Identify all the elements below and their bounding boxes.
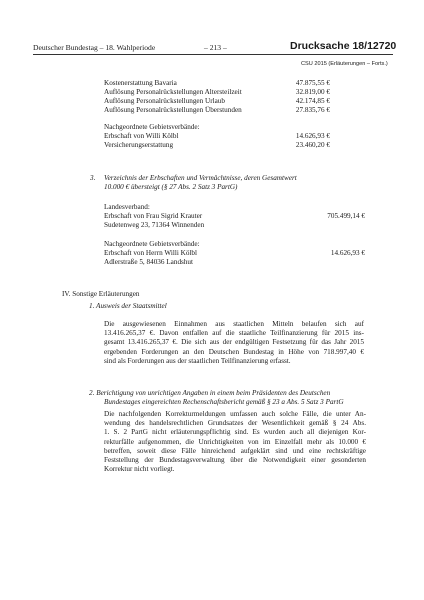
section-3-title-cont: 10.000 € übersteigt (§ 27 Abs. 2 Satz 3 PartG) xyxy=(104,183,238,191)
list-item-amount: 47.875,55 € xyxy=(295,79,330,87)
gebietsverband-heading: Nachgeordnete Gebietsverbände: xyxy=(104,240,200,248)
paragraph-line: 13.416.265,37 €. Davon entfallen auf die staatliche Teilfinanzierung für 2015 ins- xyxy=(104,329,364,338)
item-1-paragraph xyxy=(104,320,364,366)
drucksache-number xyxy=(290,40,396,52)
section-iv-heading: IV. Sonstige Erläuterungen xyxy=(62,290,140,298)
item-2-paragraph xyxy=(104,410,366,474)
paragraph-line: sind als Forderungen aus der staatlichen Teilfinanzierung erfasst. xyxy=(104,356,291,365)
paragraph-line: Die nachfolgenden Korrekturmeldungen umfassen auch solche Fälle, die unter An- xyxy=(104,410,366,418)
drucksache-label: Drucksache 18/ xyxy=(290,40,368,52)
landesverband-address: Sudetenweg 23, 71364 Winnenden xyxy=(104,221,205,229)
list-item-amount: 14.626,93 € xyxy=(295,132,330,140)
gebietsverband-amount: 14.626,93 € xyxy=(330,249,365,257)
paragraph-line: Feststellung der Bundestagsverwaltung über die Notwendigkeit einer gesonderten xyxy=(104,456,366,465)
landesverband-line: Erbschaft von Frau Sigrid Krauter xyxy=(104,212,203,220)
item-2-title: 2. Berichtigung von unrichtigen Angaben in einem beim Präsidenten des Deutschen xyxy=(89,389,331,397)
drucksache-id: 12720 xyxy=(367,40,397,52)
list-item-amount: 27.835,76 € xyxy=(295,106,330,114)
list-item-amount: 23.460,20 € xyxy=(295,141,330,149)
paragraph-line: 1. S. 2 PartG nicht erläuterungspflichtig sind. Es wurden auch all diejenigen Kor- xyxy=(104,428,366,437)
paragraph-line: rekturfälle aufgenommen, die Unrichtigkeiten von im Einzelfall mehr als 10.000 € xyxy=(104,437,366,446)
section-3-number: 3. xyxy=(90,174,96,182)
landesverband-heading: Landesverband: xyxy=(104,203,150,211)
landesverband-amount: 705.499,14 € xyxy=(327,212,365,220)
gebietsverband-line: Erbschaft von Herrn Willi Kölbl xyxy=(104,249,197,257)
paragraph-line: betreffen, soweit diese Fälle hinreichend aufgeklärt sind und eine rechtskräftige xyxy=(104,446,366,455)
header-divider xyxy=(33,54,393,55)
gebietsverband-address: Adlerstraße 5, 84036 Landshut xyxy=(104,258,194,266)
list-item-label: Erbschaft von Willi Kölbl xyxy=(104,132,179,140)
item-2-title-cont: Bundestages eingereichten Rechenschaftsbericht gemäß § 23 a Abs. 5 Satz 3 PartG xyxy=(104,398,344,406)
list-item-label: Auflösung Personalrückstellungen Urlaub xyxy=(104,97,225,105)
subheader: CSU 2015 (Erläuterungen – Forts.) xyxy=(301,61,388,67)
list-item-label: Auflösung Personalrückstellungen Altersteilzeit xyxy=(104,88,242,96)
list-item-label: Auflösung Personalrückstellungen Überstunden xyxy=(104,106,242,114)
page-number: – 213 – xyxy=(204,43,227,52)
sub-heading: Nachgeordnete Gebietsverbände: xyxy=(104,123,200,131)
list-item-amount: 32.819,00 € xyxy=(295,88,330,96)
paragraph-line: Korrektur nicht vorliegt. xyxy=(104,465,175,474)
paragraph-line: ergebenden Forderungen an den Deutschen Bundestag in Höhe von 718.997,40 € xyxy=(104,347,364,356)
paragraph-line: gesamt 13.416.265,37 €. Die sich aus der endgültigen Festsetzung für das Jahr 2015 xyxy=(104,338,364,347)
section-3-title: Verzeichnis der Erbschaften und Vermächtnisse, deren Gesamtwert xyxy=(104,174,297,182)
list-item-amount: 42.174,85 € xyxy=(295,97,330,105)
list-item-label: Kostenerstattung Bavaria xyxy=(104,79,177,87)
paragraph-line: Die ausgewiesenen Einnahmen aus staatlichen Mitteln belaufen sich auf xyxy=(104,320,364,328)
header-title: Deutscher Bundestag – 18. Wahlperiode xyxy=(33,43,156,52)
paragraph-line: wendung des handelsrechtlichen Grundsatzes der Wesentlichkeit gemäß § 24 Abs. xyxy=(104,419,366,428)
item-1-title: 1. Ausweis der Staatsmittel xyxy=(89,302,167,310)
list-item-label: Versicherungserstattung xyxy=(104,141,174,149)
